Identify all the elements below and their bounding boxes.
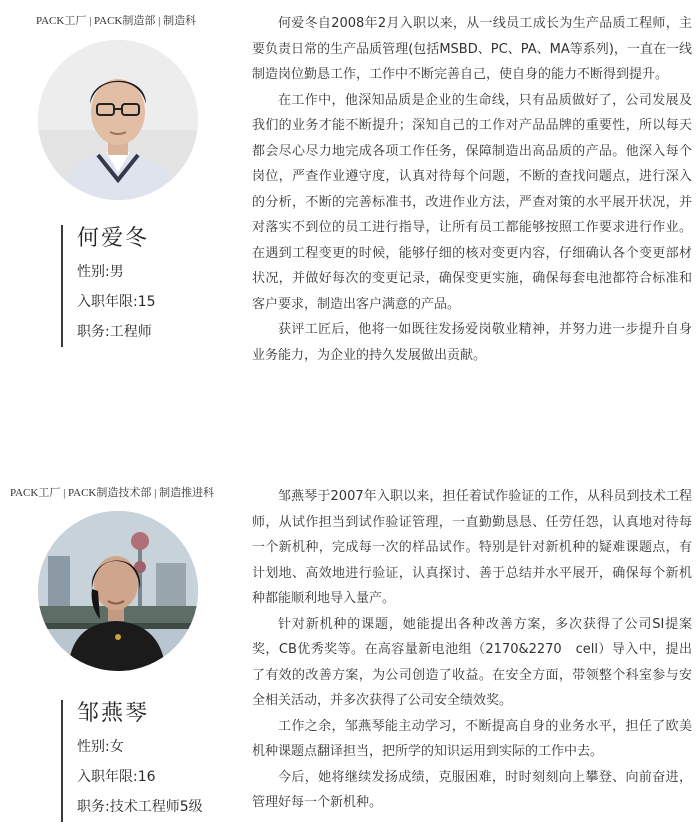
department-label: PACK工厂 | PACK制造部 | 制造科 <box>36 15 197 27</box>
position-label: 职务: <box>77 324 110 340</box>
bio-paragraph: 邹燕琴于2007年入职以来，担任着试作验证的工作，从科员到技术工程师，从试作担当到试作验证管理，一直勤勤恳恳、任劳任怨，认真地对待每一个新机种，完成每一次的样品试作。特别是针对新机种的疑难课题点，有计划地、高效地进行验证，认真探讨、善于总结并水平展开，确保每个新机种都能顺利地导入量产。 <box>252 489 692 606</box>
years-row <box>77 762 203 792</box>
years-value: 16 <box>137 769 156 785</box>
employee-bio <box>252 11 692 368</box>
employee-info <box>61 225 156 347</box>
position-row <box>77 317 156 347</box>
gender-value: 男 <box>109 264 124 280</box>
employee-bio <box>252 484 692 816</box>
employee-name: 何爱冬 <box>77 226 150 251</box>
position-value: 工程师 <box>109 324 152 340</box>
bio-paragraph: 在工作中，他深知品质是企业的生命线，只有品质做好了，公司发展及我们的业务才能不断提升；深知自己的工作对产品品牌的重要性，所以每天都会尽心尽力地完成各项工作任务，保障制造出高品质的产品。他深入每个岗位，严查作业遵守度，认真对待每个问题，不断的查找问题点，进行深入的分析，不断的完善标准书，改进作业方法，严查对策的水平展开状况，并对落实不到位的员工进行指导，让所有员工都能够按照工作要求进行作业。在遇到工程变更的时候，能够仔细的核对变更内容，仔细确认各个变更部材状况，并做好每次的变更记录，确保变更实施，确保每套电池都符合标准和客户要求，制造出客户满意的产品。 <box>252 92 692 312</box>
department-label: PACK工厂 | PACK制造技术部 | 制造推进科 <box>10 487 215 499</box>
years-row <box>77 287 156 317</box>
position-row <box>77 792 203 822</box>
gender-label: 性别: <box>77 264 110 280</box>
employee-photo <box>38 511 198 671</box>
bio-paragraph: 获评工匠后，他将一如既往发扬爱岗敬业精神，并努力进一步提升自身业务能力，为企业的持久发展做出贡献。 <box>252 322 692 363</box>
profile-card-2 <box>0 478 700 835</box>
bio-paragraph: 工作之余，邹燕琴能主动学习，不断提高自身的业务水平，担任了欧美机种课题点翻译担当，把所学的知识运用到实际的工作中去。 <box>252 718 692 759</box>
employee-photo <box>38 40 198 200</box>
years-label: 入职年限: <box>77 769 138 785</box>
employee-name: 邹燕琴 <box>77 701 150 726</box>
profile-card-1 <box>0 0 700 400</box>
position-label: 职务: <box>77 799 110 815</box>
gender-value: 女 <box>109 739 124 755</box>
bio-paragraph: 今后，她将继续发扬成绩，克服困难，时时刻刻向上攀登、向前奋进，管理好每一个新机种。 <box>252 769 692 810</box>
bio-paragraph: 何爱冬自2008年2月入职以来，从一线员工成长为生产品质工程师，主要负责日常的生产品质管理(包括MSBD、PC、PA、MA等系列)，一直在一线制造岗位勤恳工作，工作中不断完善自己，使自身的能力不断得到提升。 <box>252 16 692 82</box>
employee-info <box>61 700 203 822</box>
gender-row <box>77 732 203 762</box>
gender-row <box>77 257 156 287</box>
bio-paragraph: 针对新机种的课题，她能提出各种改善方案，多次获得了公司SI提案奖，CB优秀奖等。在高容量新电池组（2170&2270 cell）导入中，提出了有效的改善方案，为公司创造了收益。在安全方面，带领整个科室参与安全相关活动，并多次获得了公司安全绩效奖。 <box>252 616 692 708</box>
years-value: 15 <box>137 294 156 310</box>
gender-label: 性别: <box>77 739 110 755</box>
years-label: 入职年限: <box>77 294 138 310</box>
position-value: 技术工程师5级 <box>109 799 203 815</box>
